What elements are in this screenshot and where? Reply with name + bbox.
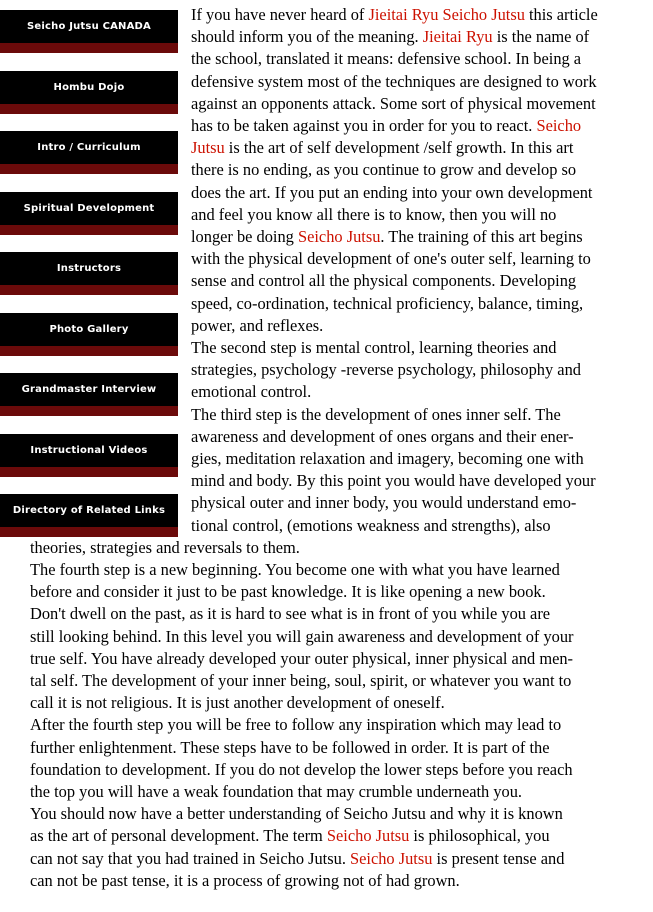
nav-button-face bbox=[0, 434, 178, 467]
article-text: power, and reflexes. bbox=[191, 315, 324, 335]
article-text: theories, strategies and reversals to them. bbox=[30, 537, 300, 557]
article-line bbox=[191, 426, 574, 448]
article-text: After the fourth step you will be free to follow any inspiration which may lead to bbox=[30, 715, 562, 735]
nav-button-accent-bar bbox=[0, 285, 178, 295]
article-line bbox=[30, 692, 445, 714]
article-text: is the art of self development /self growth. In this art bbox=[224, 138, 574, 158]
article-text: The third step is the development of ones inner self. The bbox=[191, 404, 561, 424]
article-text: should inform you of the meaning. bbox=[191, 27, 423, 47]
nav-photo-gallery-button[interactable] bbox=[0, 313, 178, 356]
article-line bbox=[30, 714, 561, 736]
article-text: gies, meditation relaxation and imagery, becoming one with bbox=[191, 449, 584, 468]
nav-instructors-button[interactable] bbox=[0, 252, 178, 295]
nav-button-accent-bar bbox=[0, 346, 178, 356]
highlighted-term: Seicho bbox=[536, 116, 582, 135]
article-text: with the physical development of one's outer self, learning to bbox=[191, 249, 591, 269]
article-line bbox=[191, 137, 573, 159]
article-line bbox=[191, 315, 323, 337]
nav-button-face bbox=[0, 192, 178, 225]
article-text: sense and control all the physical components. Developing bbox=[191, 271, 577, 291]
article-text: is philosophical, you bbox=[409, 826, 550, 846]
article-text: and feel you know all there is to know, then you will no bbox=[191, 204, 557, 224]
nav-button-label: Seicho Jutsu CANADA bbox=[26, 21, 151, 32]
article-text: does the art. If you put an ending into your own development bbox=[191, 182, 593, 202]
article-text: longer be doing bbox=[191, 227, 298, 246]
highlighted-term: Jutsu bbox=[191, 138, 225, 158]
nav-button-accent-bar bbox=[0, 43, 178, 53]
article-line bbox=[191, 204, 556, 226]
nav-button-face bbox=[0, 373, 178, 406]
nav-grandmaster-interview-button[interactable] bbox=[0, 373, 178, 416]
nav-button-accent-bar bbox=[0, 467, 178, 477]
nav-button-label: Instructional Videos bbox=[30, 445, 148, 456]
highlighted-term: Seicho Jutsu bbox=[297, 227, 381, 246]
article-line bbox=[30, 537, 300, 559]
article-text: If you have never heard of bbox=[191, 5, 369, 24]
nav-spiritual-development-button[interactable] bbox=[0, 192, 178, 235]
article-line bbox=[30, 759, 573, 781]
article-text: foundation to development. If you do not develop the lower steps before you reach bbox=[30, 759, 573, 779]
article-text: defensive system most of the techniques are designed to work bbox=[191, 71, 597, 91]
nav-button-label: Spiritual Development bbox=[23, 203, 155, 214]
article-text: The fourth step is a new beginning. You become one with what you have learned bbox=[30, 560, 560, 579]
article-line bbox=[191, 159, 576, 181]
article-line bbox=[191, 71, 597, 93]
article-text: mind and body. By this point you would have developed your bbox=[191, 471, 596, 491]
nav-button-face bbox=[0, 494, 178, 527]
article-line bbox=[30, 581, 546, 603]
nav-button-label: Intro / Curriculum bbox=[37, 142, 141, 153]
article-text: against an opponents attack. Some sort of physical movement bbox=[191, 93, 596, 113]
article-line bbox=[30, 603, 550, 625]
article-text: call it is not religious. It is just another development of oneself. bbox=[30, 693, 445, 713]
nav-seicho-jutsu-canada-button[interactable] bbox=[0, 10, 178, 53]
nav-intro-curriculum-button[interactable] bbox=[0, 131, 178, 174]
article-text: as the art of personal development. The term bbox=[30, 826, 327, 846]
article-text: still looking behind. In this level you will gain awareness and development of your bbox=[30, 626, 574, 646]
article-text: this article bbox=[524, 5, 598, 24]
article-text: You should now have a better understanding of Seicho Jutsu and why it is known bbox=[30, 804, 563, 824]
article-text: the school, translated it means: defensive school. In being a bbox=[191, 49, 582, 69]
nav-directory-links-button[interactable] bbox=[0, 494, 178, 537]
article-line bbox=[30, 781, 522, 803]
article-line bbox=[191, 470, 596, 492]
article-text: can not be past tense, it is a process of growing not of had grown. bbox=[30, 870, 460, 890]
article-line bbox=[191, 4, 598, 26]
article-text: can not say that you had trained in Seicho Jutsu. bbox=[30, 848, 351, 868]
article-line bbox=[191, 182, 592, 204]
nav-button-face bbox=[0, 313, 178, 346]
article-text: there is no ending, as you continue to grow and develop so bbox=[191, 160, 577, 180]
highlighted-term: Seicho Jutsu bbox=[326, 826, 410, 846]
article-line bbox=[191, 248, 591, 270]
article-line bbox=[191, 293, 583, 315]
nav-button-face bbox=[0, 10, 178, 43]
article-text: is the name of bbox=[492, 27, 590, 47]
article-line bbox=[191, 26, 589, 48]
article-line bbox=[191, 226, 583, 248]
article-line bbox=[30, 737, 550, 759]
article-text: has to be taken against you in order for you to react. bbox=[191, 116, 537, 135]
article-text: true self. You have already developed your outer physical, inner physical and men- bbox=[30, 648, 574, 668]
highlighted-term: Seicho Jutsu bbox=[350, 848, 433, 868]
nav-instructional-videos-button[interactable] bbox=[0, 434, 178, 477]
nav-button-accent-bar bbox=[0, 104, 178, 114]
nav-button-label: Directory of Related Links bbox=[12, 505, 166, 516]
article-line bbox=[191, 515, 551, 537]
article-text: further enlightenment. These steps have to be followed in order. It is part of the bbox=[30, 737, 550, 757]
article-line bbox=[191, 448, 584, 470]
article-text: is present tense and bbox=[432, 848, 565, 868]
article-line bbox=[191, 404, 561, 426]
article-line bbox=[30, 648, 573, 670]
article-line bbox=[30, 870, 460, 892]
nav-button-label: Instructors bbox=[56, 263, 122, 274]
article-text: physical outer and inner body, you would understand emo- bbox=[191, 493, 577, 513]
article-text: strategies, psychology -reverse psychology, philosophy and bbox=[191, 360, 581, 380]
article-text: awareness and development of ones organs and their ener- bbox=[191, 426, 574, 446]
nav-hombu-dojo-button[interactable] bbox=[0, 71, 178, 114]
article-line bbox=[30, 848, 564, 870]
article-line bbox=[191, 337, 557, 359]
article-line bbox=[30, 670, 571, 692]
article-text: Don't dwell on the past, as it is hard to see what is in front of you while you are bbox=[30, 604, 551, 624]
nav-button-label: Grandmaster Interview bbox=[21, 384, 157, 395]
nav-button-label: Photo Gallery bbox=[49, 324, 129, 335]
article-line bbox=[191, 270, 576, 292]
article-line bbox=[191, 48, 581, 70]
article-line bbox=[191, 93, 596, 115]
nav-button-label: Hombu Dojo bbox=[53, 82, 125, 93]
nav-button-accent-bar bbox=[0, 406, 178, 416]
article-text: tional control, (emotions weakness and strengths), also bbox=[191, 515, 551, 535]
article-line bbox=[30, 559, 560, 581]
nav-button-accent-bar bbox=[0, 164, 178, 174]
article-line bbox=[30, 626, 574, 648]
highlighted-term: Jieitai Ryu bbox=[422, 27, 493, 47]
article-line bbox=[30, 825, 550, 847]
article-text: The second step is mental control, learning theories and bbox=[191, 338, 557, 357]
nav-button-face bbox=[0, 252, 178, 285]
nav-button-accent-bar bbox=[0, 527, 178, 537]
nav-button-accent-bar bbox=[0, 225, 178, 235]
highlighted-term: Jieitai Ryu Seicho Jutsu bbox=[368, 5, 525, 24]
article-line bbox=[191, 492, 576, 514]
nav-button-face bbox=[0, 71, 178, 104]
article-text: emotional control. bbox=[191, 382, 312, 402]
article-text: . The training of this art begins bbox=[380, 227, 583, 246]
article-text: the top you will have a weak foundation that may crumble underneath you. bbox=[30, 782, 523, 801]
article-text: tal self. The development of your inner being, soul, spirit, or whatever you want to bbox=[30, 671, 572, 690]
article-text: speed, co-ordination, technical proficiency, balance, timing, bbox=[191, 293, 584, 313]
article-line bbox=[30, 803, 563, 825]
article-line bbox=[191, 359, 581, 381]
article-text: before and consider it just to be past knowledge. It is like opening a new book. bbox=[30, 582, 546, 602]
article-line bbox=[191, 115, 581, 137]
article-line bbox=[191, 381, 311, 403]
nav-button-face bbox=[0, 131, 178, 164]
